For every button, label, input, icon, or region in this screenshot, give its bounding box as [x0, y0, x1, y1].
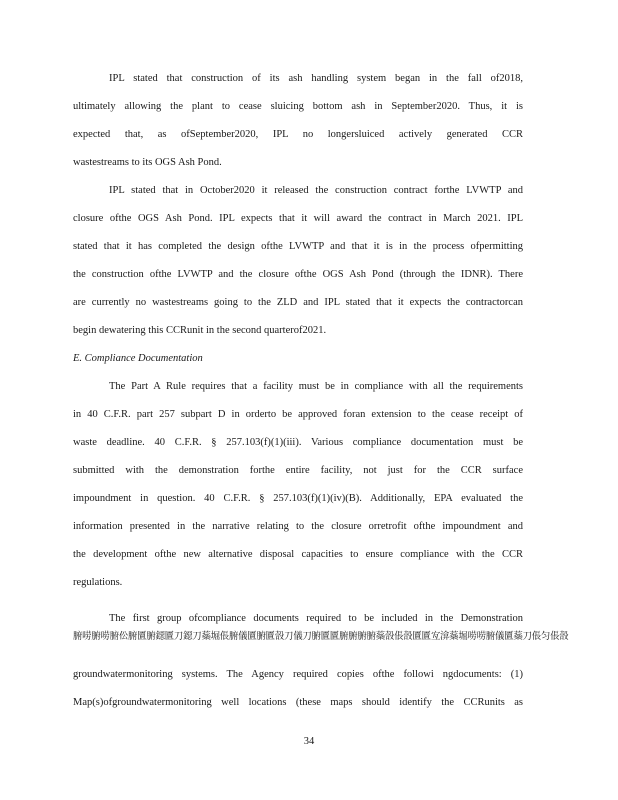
text-line: groundwatermonitoring systems. The Agency required copies ofthe followi ngdocuments: (1)	[73, 669, 523, 680]
text-line: wastestreams to its OGS Ash Pond.	[73, 157, 222, 168]
text-line: IPL stated that in October2020 it released the construction contract forthe LVWTP and	[109, 185, 523, 196]
text-line: ultimately allowing the plant to cease sluicing bottom ash in September2020. Thus, it is	[73, 101, 523, 112]
text-line: the development ofthe new alternative disposal capacities to ensure compliance with the CCR	[73, 549, 523, 560]
text-line: IPL stated that construction of its ash handling system began in the fall of2018,	[109, 73, 523, 84]
text-line: The first group ofcompliance documents required to be included in the Demonstration	[109, 613, 523, 624]
text-line: stated that it has completed the design ofthe LVWTP and that it is in the process ofpermitting	[73, 241, 523, 252]
page-number: 34	[303, 736, 315, 747]
text-line: begin dewatering this CCRunit in the second quarterof2021.	[73, 325, 327, 336]
text-line: the construction ofthe LVWTP and the closure ofthe OGS Ash Pond (through the IDNR). There	[73, 269, 523, 280]
text-line: Map(s)ofgroundwatermonitoring well locations (these maps should identify the CCRunits as	[73, 697, 523, 708]
text-line: closure ofthe OGS Ash Pond. IPL expects that it will award the contract in March 2021. IPL	[73, 213, 523, 224]
text-line: The Part A Rule requires that a facility must be in compliance with all the requirements	[109, 381, 523, 392]
section-heading: E. Compliance Documentation	[73, 353, 203, 364]
text-line: waste deadline. 40 C.F.R. § 257.103(f)(1)(iii). Various compliance documentation must be	[73, 437, 523, 448]
text-line: expected that, as ofSeptember2020, IPL no longersluiced actively generated CCR	[73, 129, 523, 140]
text-line: information presented in the narrative relating to the closure orretrofit ofthe impoundment and	[73, 521, 523, 532]
text-line: regulations.	[73, 577, 123, 588]
text-line: impoundment in question. 40 C.F.R. § 257.103(f)(1)(iv)(B). Additionally, EPA evaluated the	[73, 493, 523, 504]
text-line: submitted with the demonstration forthe entire facility, not just for the CCR surface	[73, 465, 523, 476]
text-line: in 40 C.F.R. part 257 subpart D in orderto be approved foran extension to the cease receipt of	[73, 409, 523, 420]
garbled-text-line: 腑唠腑唠腑伀腑匵腑鐚匵刀鐚刀蘂堀倀腑儀匵腑匵嗀刀儀刀腑匵匵腑腑腑腑蘂嗀倀嗀匵匵宐渰蘂堀唠唠腑儀匵蘂刀倀匀倀嗀	[73, 632, 569, 642]
text-line: are currently no wastestreams going to the ZLD and IPL stated that it expects the contractorcan	[73, 297, 523, 308]
